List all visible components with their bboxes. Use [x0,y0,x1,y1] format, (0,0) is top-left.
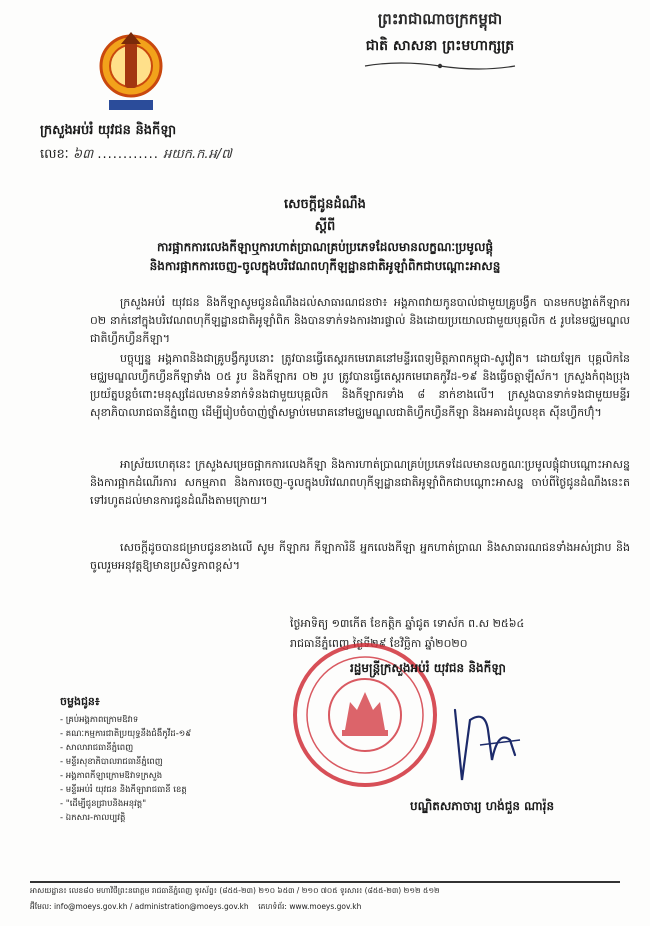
paragraph-text: បច្ចុប្បន្ន អង្គភាពនិងជាគ្រូបង្វឹករូបនោះ ត្រូវបានធ្វើតេស្តរកមេរោគនៅមន្ទីរពេទ្យមិត្តភាពកម្ពុជា-សូវៀត។ ដោយឡែក បុគ្គលិកនៃមជ្ឈមណ្ឌលហ្វឹកហ្វឺនកីឡាទាំង ០៥ រូប និងកីឡាករ ០២ រូប ត្រូវបានធ្វើតេស្តរកមេរោគកូវីដ-១៩ និងធ្វើចត្តាឡីស័ក។ ក្រសួងកំពុងប្រុងប្រយ័ត្នបន្តចំពោះមនុស្សដែលមានទំនាក់ទំនងជាមួយបុគ្គលិក និងកីឡាករទាំង ៨ នាក់ខាងលើ។ ក្រសួងបានទាក់ទងជាមួយមន្ទីរសុខាភិបាលរាជធានីភ្នំពេញ ដើម្បីរៀបចំបាញ់ថ្នាំសម្លាប់មេរោគនៅមជ្ឈមណ្ឌលជាតិហ្វឹកហ្វឺនកីឡា និងអគារដំបូលខុត ស៊ីនហ្វឹកហ៊ុំ។ [90,352,630,419]
paragraph-text: សេចក្តីដូចបានជម្រាបជូនខាងលើ សូម កីឡាករ កីឡាការិនី អ្នកលេងកីឡា អ្នកហាត់ប្រាណ និងសាធារណជនទាំងអស់ជ្រាប និងចូលរួមអនុវត្តឱ្យមានប្រសិទ្ធភាពខ្ពស់។ [90,541,630,572]
body-paragraph [90,294,630,348]
date-lunar: ថ្ងៃអាទិត្យ ១៣កើត ខែកត្តិក ឆ្នាំជូត ទោស័ក ព.ស ២៥៦៤ [290,617,525,630]
list-item: - អង្គភាពកីឡាក្រោមឱវាទក្រសួង [60,769,290,783]
ministry-emblem-icon [95,28,167,116]
document-title: សេចក្តីជូនដំណឹង [284,197,366,212]
subject-detail [70,238,580,276]
email-label: អ៊ីមែល: [30,902,52,911]
recipients-list [60,713,290,825]
list-item: - គ្រប់អង្គភាពក្រោមឱវាទ [60,713,290,727]
email-link[interactable]: info@moeys.gov.kh / administration@moeys.gov.kh [53,902,249,911]
footer-contact [30,902,630,913]
list-item: - សាលារាជធានីភ្នំពេញ [60,741,290,755]
date-solar: រាជធានីភ្នំពេញ ថ្ងៃទី២៩ ខែវិច្ឆិកា ឆ្នាំ២០២០ [290,637,468,650]
body-paragraph [90,350,630,422]
subject-line: ការផ្អាកការលេងកីឡាឬការហាត់ប្រាណគ្រប់ប្រភេទដែលមានលក្ខណៈប្រមូលផ្តុំ [156,240,494,254]
body-paragraph [90,539,630,575]
body-paragraph [90,456,630,510]
list-item: - ឯកសារ-កាលប្បវត្តិ [60,811,290,825]
reference-code: អយក.ក.អ/៧ [163,147,232,162]
subject-line: និងការផ្អាកការចេញ-ចូលក្នុងបរិវេណពហុកីឡដ្ឋានជាតិអូឡាំពិកជាបណ្តោះអាសន្ន [149,259,501,273]
reference-dots: ............ [97,147,159,162]
signer-name: បណ្ឌិតសភាចារ្យ ហង់ជួន ណារ៉ុន [410,799,555,813]
national-motto: ជាតិ សាសនា ព្រះមហាក្សត្រ [365,38,515,54]
website-link[interactable]: www.moeys.gov.kh [289,902,362,911]
list-item: - គណៈកម្មការជាតិប្រយុទ្ធនឹងជំងឺកូវីដ-១៩ [60,727,290,741]
signature-icon [440,700,530,790]
paragraph-text: អាស្រ័យហេតុនេះ ក្រសួងសម្រេចផ្អាកការលេងកីឡា និងការហាត់ប្រាណគ្រប់ប្រភេទដែលមានលក្ខណៈប្រមូលផ្តុំជាបណ្តោះអាសន្ន និងការផ្អាកដំណើរការ សកម្មភាព និងការចេញ-ចូលក្នុងបរិវេណពហុកីឡដ្ឋានជាតិអូឡាំពិកជាបណ្តោះអាសន្ន ចាប់ពីថ្ងៃជូនដំណឹងនេះតទៅរហូតដល់មានការជូនដំណឹងតាមក្រោយ។ [90,458,630,507]
list-item: - មន្ទីរអប់រំ យុវជន និងកីឡារាជធានី ខេត្ត [60,783,290,797]
reference-value: ៦៣ [72,147,94,162]
subject-label: ស្តីពី [314,219,336,234]
signer-title: រដ្ឋមន្ត្រីក្រសួងអប់រំ យុវជន និងកីឡា [350,661,506,675]
list-item: - មន្ទីរសុខាភិបាលរាជធានីភ្នំពេញ [60,755,290,769]
footer-address: អាសយដ្ឋាន៖ លេខ៨០ មហាវិថីព្រះនរោត្តម រាជធានីភ្នំពេញ ទូរស័ព្ទ៖ (៨៥៥-២៣) ២១០ ៦៥៣ / ២១០ ៧០៥ ទូរសារ៖ (៨៥៥-២៣) ២១២ ៥១២ [30,886,440,895]
ministry-name: ក្រសួងអប់រំ យុវជន និងកីឡា [40,123,177,138]
list-item: - "ដើម្បីជូនជ្រាបនិងអនុវត្ត" [60,797,290,811]
reference-label: លេខៈ [40,147,69,162]
paragraph-text: ក្រសួងអប់រំ យុវជន និងកីឡាសូមជូនដំណឹងដល់សាធារណជនថា៖ អង្គភាពវាយកូនបាល់ជាមួយគ្រូបង្វឹក បានមកបង្ហាត់កីឡាករ ០២ នាក់នៅក្នុងបរិវេណពហុកីឡដ្ឋានជាតិអូឡាំពិក និងបានទាក់ទងការងារផ្ទាល់ និងដោយប្រយោលជាមួយបុគ្គលិក ៥ រូបនៃមជ្ឈមណ្ឌលជាតិហ្វឹកហ្វឺនកីឡា។ [90,296,630,345]
recipients-heading: ចម្លងជូន៖ [60,695,100,708]
reference-number [40,146,232,165]
footer-divider [30,881,620,883]
website-label: គេហទំព័រ: [258,902,287,911]
kingdom-heading: ព្រះរាជាណាចក្រកម្ពុជា [377,10,503,28]
ornament-divider-icon [360,60,520,72]
